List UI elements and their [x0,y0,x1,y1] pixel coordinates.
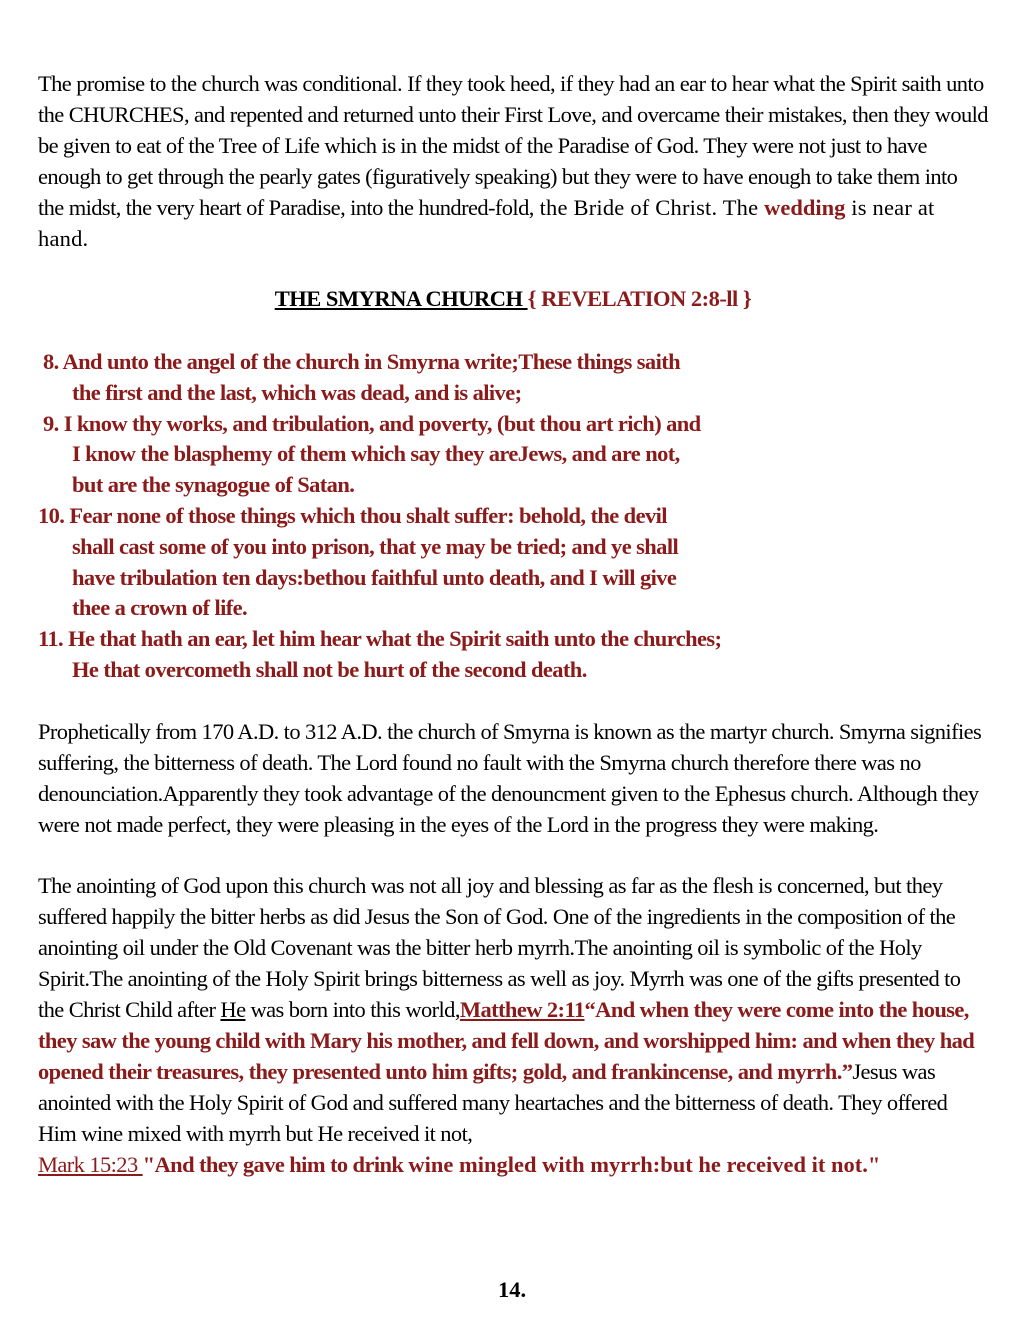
intro-text: The promise to the church was conditional. If they took heed, if they had an ear to hear what the Spirit saith unto the CHURCHES, and repented and returned unto their First Love, and overcame their mistakes, then they would be given to eat of the Tree of Life which is in the midst of the Paradise of God. They were not just to have enough to get through the pearly gates (figuratively speaking) but they were to have enough to take them into the midst, the very heart of Paradise, into the hundred-fold, [38,71,988,220]
matthew-reference-link[interactable]: Matthew 2:11 [459,996,585,1022]
verses-block [38,347,988,686]
mark-reference-link[interactable]: Mark 15:23 [38,1151,143,1177]
intro-paragraph [38,68,988,254]
verse-11-line-1: 11. He that hath an ear, let him hear what the Spirit saith unto the churches; [38,626,722,652]
heading-title: THE SMYRNA CHURCH [274,286,528,311]
mark-quote-a: "And they gave him to drink [142,1151,409,1177]
verse-9-line-2: I know the blasphemy of them which say they areJews, and are not, [72,441,680,467]
verse-10-line-2: shall cast some of you into prison, that ye may be tried; and ye shall [72,533,679,559]
verse-9-line-1: 9. I know thy works, and tribulation, and poverty, (but thou art rich) and [43,410,701,436]
anointing-text-2: was born into this world, [245,996,460,1022]
verse-10-line-3: have tribulation ten days:bethou faithful unto death, and I will give [72,564,677,590]
spacer [38,686,988,716]
matthew-quote: “And when they were come into the house, they saw the young child with Mary his mother, and fell down, and worshipped him: and when they had opened their treasures, they presented unto him gifts; gold, and frankincense, and myrrh.” [38,996,975,1084]
smyrna-paragraph: Prophetically from 170 A.D. to 312 A.D. the church of Smyrna is known as the martyr church. Smyrna signifies suffering, the bitterness of death. The Lord found no fault with the Smyrna church therefore there was no denounciation.Apparently they took advantage of the denouncment given to the Ephesus church. Although they were not made perfect, they were pleasing in the eyes of the Lord in the progress they were making. [38,718,982,837]
anointing-text-3: Jesus was anointed with the Holy Spirit of God and suffered many heartaches and the bitterness of death. They offered Him wine mixed with myrrh but He received it not, [38,1058,948,1146]
mark-quote-b: wine mingled with myrrh:but he received it not." [408,1151,881,1177]
intro-text-plain: the Bride of Christ. The [533,195,765,220]
he-word: He [220,996,246,1022]
document-page [38,68,988,1180]
verse-10-line-4: thee a crown of life. [72,595,248,621]
anointing-paragraph [38,870,988,1180]
section-heading [38,283,988,314]
heading-reference: { REVELATION 2:8-ll } [527,286,752,311]
verse-8-line-1: 8. And unto the angel of the church in Smyrna write;These things saith [43,349,681,374]
page-number: 14. [497,1277,527,1302]
wedding-word: wedding [764,195,846,220]
verse-10-line-1: 10. Fear none of those things which thou shalt suffer: behold, the devil [38,502,667,528]
intro-text-end: is near at hand. [38,195,935,251]
verse-9-line-3: but are the synagogue of Satan. [72,472,355,498]
anointing-text-1: The anointing of God upon this church was not all joy and blessing as far as the flesh is concerned, but they suffered happily the bitter herbs as did Jesus the Son of God. One of the ingredients in the composition of the anointing oil under the Old Covenant was the bitter herb myrrh.The anointing oil is symbolic of the Holy Spirit.The anointing of the Holy Spirit brings bitterness as well as joy. Myrrh was one of the gifts presented to the Christ Child after [38,872,961,1022]
spacer [38,840,988,870]
verse-8-line-2: the first and the last, which was dead, and is alive; [72,379,522,405]
verse-11-line-2: He that overcometh shall not be hurt of the second death. [72,656,587,682]
